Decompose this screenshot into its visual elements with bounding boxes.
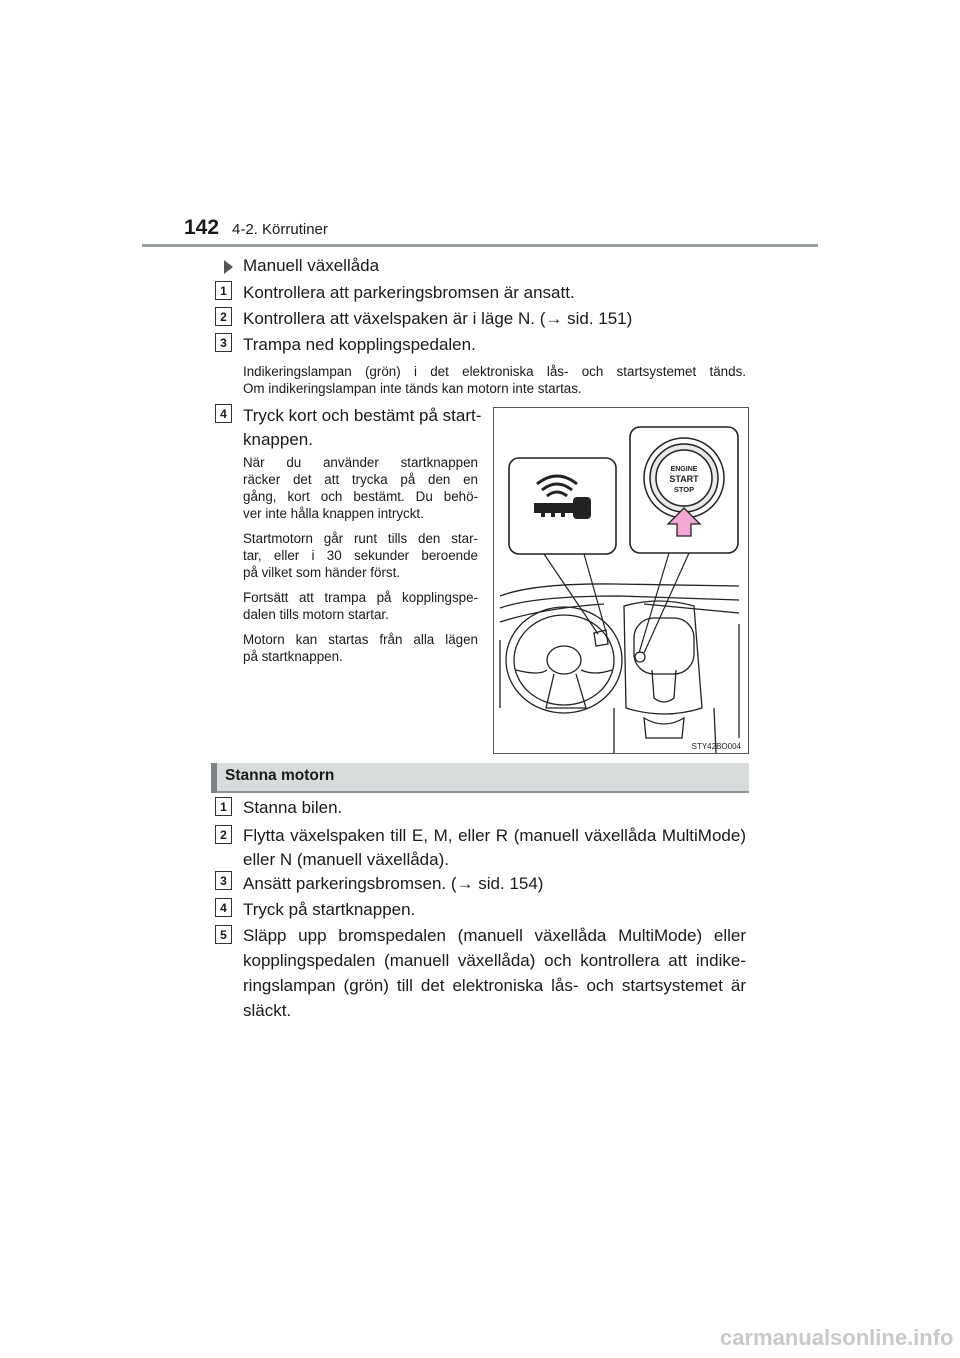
step-number: 2 xyxy=(215,825,232,844)
step-number: 5 xyxy=(215,925,232,944)
section-title: 4-2. Körrutiner xyxy=(232,221,328,238)
bullet-triangle-icon xyxy=(224,260,233,274)
note-line: på vilket som händer först. xyxy=(243,565,401,580)
page-number: 142 xyxy=(184,216,220,239)
subsection-title: Manuell växellåda xyxy=(243,256,380,275)
step-number: 3 xyxy=(215,871,232,890)
step-number: 2 xyxy=(215,307,232,326)
heading-accent xyxy=(211,763,217,793)
note-line: Startmotorn går runt tills den star- xyxy=(243,531,478,546)
step-number: 1 xyxy=(215,281,232,300)
button-label-stop: STOP xyxy=(673,485,695,494)
step-text: Kontrollera att växelspaken är i läge N. (→ sid. 151) xyxy=(243,309,633,328)
step-number: 3 xyxy=(215,333,232,352)
button-label-start: START xyxy=(669,474,699,484)
step-number: 1 xyxy=(215,797,232,816)
note-line: När du använder startknappen xyxy=(243,455,478,470)
note-line: gång, kort och bestämt. Du behö- xyxy=(243,489,478,504)
note-line: på startknappen. xyxy=(243,649,343,664)
step-text: Släpp upp bromspedalen (manuell växellåda MultiMode) eller xyxy=(243,926,746,945)
note-line: dalen tills motorn startar. xyxy=(243,607,389,622)
step-text: Kontrollera att parkeringsbromsen är ansatt. xyxy=(243,283,575,302)
header-rule xyxy=(142,244,818,247)
note-line: ver inte hålla knappen intryckt. xyxy=(243,506,424,521)
step-text: ringslampan (grön) till det elektroniska lås- och startsystemet är xyxy=(243,976,746,995)
step-number: 4 xyxy=(215,898,232,917)
step-text: kopplingspedalen (manuell växellåda) och kontrollera att indike- xyxy=(243,951,746,970)
step-text: Tryck på startknappen. xyxy=(243,900,416,919)
step-text: Ansätt parkeringsbromsen. (→ sid. 154) xyxy=(243,874,544,893)
note-line: Om indikeringslampan inte tänds kan motorn inte startas. xyxy=(243,381,582,396)
note-line: Indikeringslampan (grön) i det elektroniska lås- och startsystemet tänds. xyxy=(243,364,746,379)
engine-start-stop-button xyxy=(644,438,724,518)
figure-code: STY42BO004 xyxy=(691,742,741,751)
note-line: Fortsätt att trampa på kopplingspe- xyxy=(243,590,478,605)
step-text: knappen. xyxy=(243,430,313,449)
step-text: Flytta växelspaken till E, M, eller R (manuell växellåda MultiMode) xyxy=(243,826,746,845)
note-line: räcker det att trycka på den en xyxy=(243,472,478,487)
watermark: carmanualsonline.info xyxy=(720,1325,954,1350)
step-text: Stanna bilen. xyxy=(243,798,343,817)
step-text: Tryck kort och bestämt på start- xyxy=(243,406,482,425)
section-heading: Stanna motorn xyxy=(225,767,335,784)
button-label-engine: ENGINE xyxy=(670,466,698,473)
step-text: Trampa ned kopplingspedalen. xyxy=(243,335,476,354)
step-text: släckt. xyxy=(243,1001,292,1020)
note-line: tar, eller i 30 sekunder beroende xyxy=(243,548,478,563)
start-button-illustration xyxy=(493,407,749,754)
note-line: Motorn kan startas från alla lägen xyxy=(243,632,478,647)
step-text: eller N (manuell växellåda). xyxy=(243,850,449,869)
step-number: 4 xyxy=(215,404,232,423)
